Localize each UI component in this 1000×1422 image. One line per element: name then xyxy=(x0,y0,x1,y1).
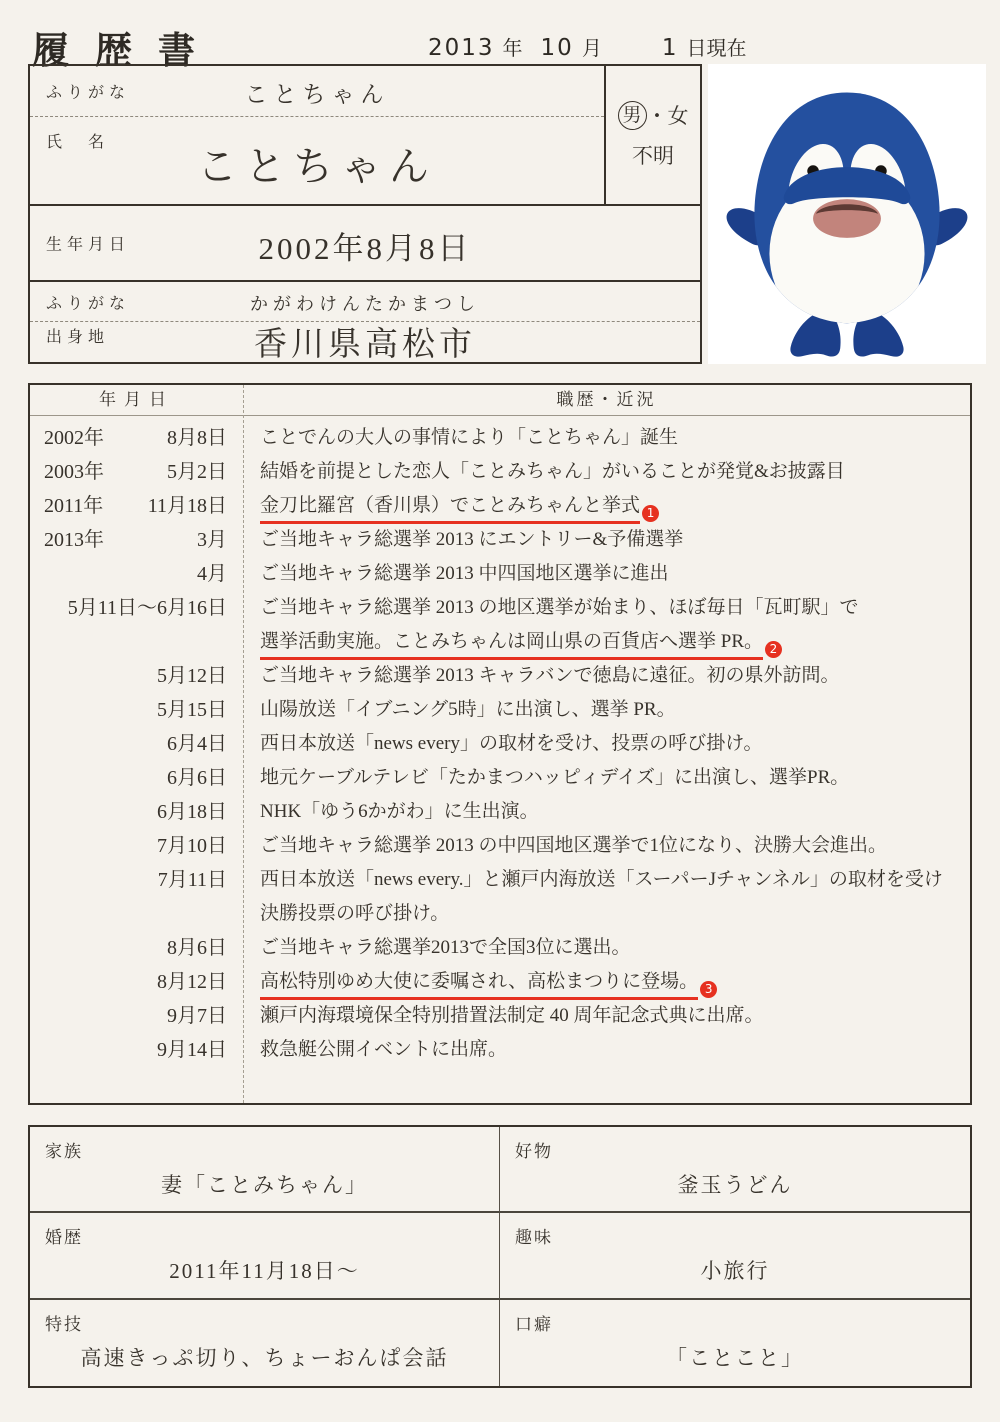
origin-furigana-value: かがわけんたかまつし xyxy=(250,294,480,314)
career-date-day: 8月8日 xyxy=(167,427,227,449)
gender-unknown: 不明 xyxy=(632,144,674,168)
career-header-desc: 職歴・近況 xyxy=(556,390,657,409)
family-cell-value: 釜玉うどん xyxy=(677,1173,793,1197)
career-row xyxy=(30,965,970,999)
career-rows xyxy=(30,416,970,1067)
annotation-badge: 2 xyxy=(765,641,782,658)
career-desc-cell xyxy=(243,591,970,659)
career-desc-cell xyxy=(243,727,970,761)
career-entry-text: ご当地キャラ総選挙2013で全国3位に選出。 xyxy=(260,937,631,958)
family-cell xyxy=(500,1213,970,1299)
career-entry-text: 西日本放送「news every」の取材を受け、投票の呼び掛け。 xyxy=(260,733,763,754)
career-desc-cell xyxy=(243,659,970,693)
career-row xyxy=(30,931,970,965)
career-desc-cell xyxy=(243,999,970,1033)
birth-row xyxy=(30,206,700,282)
career-desc-cell xyxy=(243,829,970,863)
career-entry-text: ご当地キャラ総選挙 2013 中四国地区選挙に進出 xyxy=(260,563,669,584)
career-row xyxy=(30,693,970,727)
career-header-row xyxy=(30,385,970,416)
career-date-day: 6月4日 xyxy=(167,733,227,755)
career-row xyxy=(30,1033,970,1067)
career-entry-line xyxy=(260,421,970,455)
career-entry-line xyxy=(260,625,970,659)
career-date-day: 7月11日 xyxy=(157,869,227,891)
career-entry-text: 結婚を前提とした恋人「ことみちゃん」がいることが発覚&お披露目 xyxy=(260,461,845,482)
name-value: ことちゃん xyxy=(197,144,437,189)
career-date-year: 2011年 xyxy=(44,495,104,517)
photo-box xyxy=(708,64,986,364)
career-date-cell xyxy=(30,931,243,965)
name-label: 氏 名 xyxy=(46,134,110,151)
career-desc-cell xyxy=(243,455,970,489)
career-date-cell xyxy=(30,557,243,591)
family-cell-value: 妻「ことみちゃん」 xyxy=(161,1173,368,1197)
career-entry-line xyxy=(260,727,970,761)
career-entry-text: 決勝投票の呼び掛け。 xyxy=(260,903,450,924)
career-entry-text: ご当地キャラ総選挙 2013 の地区選挙が始まり、ほぼ毎日「瓦町駅」で xyxy=(260,597,859,618)
career-desc-cell xyxy=(243,421,970,455)
career-entry-text: 選挙活動実施。ことみちゃんは岡山県の百貨店へ選挙 PR。 xyxy=(260,629,763,660)
career-column-divider xyxy=(243,385,244,1103)
career-entry-line xyxy=(260,659,970,693)
career-entry-line xyxy=(260,489,970,523)
career-date-year: 2002年 xyxy=(44,427,104,449)
career-entry-text: 山陽放送「イブニング5時」に出演し、選挙 PR。 xyxy=(260,699,676,720)
birth-label: 生年月日 xyxy=(46,236,131,254)
issue-date-day: 1 xyxy=(661,35,679,61)
career-date-day: 5月15日 xyxy=(157,699,227,721)
career-date-cell xyxy=(30,829,243,863)
family-cell-label: 家族 xyxy=(45,1142,83,1161)
issue-date-year: 2013 xyxy=(428,35,495,61)
origin-row xyxy=(30,322,700,362)
career-date-day: 5月11日～6月16日 xyxy=(67,597,227,619)
career-date-day: 11月18日 xyxy=(147,495,227,517)
career-desc-cell xyxy=(243,931,970,965)
career-date-day: 7月10日 xyxy=(157,835,227,857)
career-date-cell xyxy=(30,693,243,727)
furigana-row xyxy=(30,66,604,117)
career-desc-cell xyxy=(243,863,970,931)
career-date-day: 6月6日 xyxy=(167,767,227,789)
career-entry-text: 西日本放送「news every.」と瀬戸内海放送「スーパーJチャンネル」の取材を受け xyxy=(260,869,943,890)
career-row xyxy=(30,523,970,557)
career-entry-text: ご当地キャラ総選挙 2013 キャラバンで徳島に遠征。初の県外訪問。 xyxy=(260,665,840,686)
career-date-cell xyxy=(30,659,243,693)
career-row xyxy=(30,659,970,693)
career-desc-cell xyxy=(243,557,970,591)
issue-date-month: 10 xyxy=(540,35,574,61)
career-entry-line xyxy=(260,523,970,557)
page-title: 履歴書 xyxy=(32,31,221,72)
family-cell-label: 特技 xyxy=(45,1314,83,1334)
career-date-day: 9月7日 xyxy=(167,1005,227,1027)
career-entry-text: NHK「ゆう6かがわ」に生出演。 xyxy=(260,801,539,822)
issue-date-day-label: 日現在 xyxy=(686,38,747,60)
family-cell-value: 小旅行 xyxy=(700,1259,770,1284)
origin-label: 出身地 xyxy=(46,329,110,346)
career-date-day: 8月12日 xyxy=(157,971,227,993)
career-entry-text: 地元ケーブルテレビ「たかまつハッピィデイズ」に出演し、選挙PR。 xyxy=(260,767,850,788)
issue-date-year-label: 年 xyxy=(502,38,523,60)
career-entry-line xyxy=(260,761,970,795)
career-row xyxy=(30,863,970,931)
family-cell xyxy=(30,1127,500,1213)
career-date-cell xyxy=(30,523,243,557)
career-date-cell xyxy=(30,999,243,1033)
career-date-year: 2013年 xyxy=(44,529,104,551)
career-date-cell xyxy=(30,863,243,931)
career-date-day: 4月 xyxy=(197,563,227,585)
family-cell xyxy=(500,1300,970,1386)
career-desc-cell xyxy=(243,1033,970,1067)
family-cell-value: 「ことこと」 xyxy=(666,1345,804,1370)
career-date-day: 5月2日 xyxy=(167,461,227,483)
career-date-cell xyxy=(30,727,243,761)
career-entry-line xyxy=(260,455,970,489)
career-date-cell xyxy=(30,795,243,829)
career-row xyxy=(30,455,970,489)
career-date-year: 2003年 xyxy=(44,461,104,483)
mascot-illustration xyxy=(721,76,973,364)
career-row xyxy=(30,999,970,1033)
career-desc-cell xyxy=(243,523,970,557)
career-date-day: 3月 xyxy=(197,529,227,551)
career-entry-line xyxy=(260,693,970,727)
issue-date-month-label: 月 xyxy=(581,38,602,60)
career-date-cell xyxy=(30,965,243,999)
career-date-day: 8月6日 xyxy=(167,937,227,959)
career-desc-cell xyxy=(243,761,970,795)
career-date-day: 9月14日 xyxy=(157,1039,227,1061)
career-desc-cell xyxy=(243,965,970,999)
career-row xyxy=(30,591,970,659)
family-cell-label: 口癖 xyxy=(515,1314,553,1334)
career-entry-text: ご当地キャラ総選挙 2013 にエントリー&予備選挙 xyxy=(260,529,684,550)
furigana-value: ことちゃん xyxy=(244,82,390,107)
career-date-day: 5月12日 xyxy=(157,665,227,687)
career-date-cell xyxy=(30,1033,243,1067)
career-date-cell xyxy=(30,421,243,455)
career-entry-line xyxy=(260,795,970,829)
annotation-badge: 3 xyxy=(700,981,717,998)
career-entry-text: 金刀比羅宮（香川県）でことみちゃんと挙式 xyxy=(260,493,640,524)
career-entry-line xyxy=(260,999,970,1033)
career-row xyxy=(30,795,970,829)
career-entry-text: 高松特別ゆめ大使に委嘱され、高松まつりに登場。 xyxy=(260,969,698,1000)
family-cell-label: 好物 xyxy=(515,1142,553,1161)
career-entry-line xyxy=(260,591,970,625)
annotation-badge: 1 xyxy=(642,505,659,522)
birth-value: 2002年8月8日 xyxy=(258,231,472,266)
career-date-cell xyxy=(30,591,243,659)
career-date-day: 6月18日 xyxy=(157,801,227,823)
career-table xyxy=(28,383,972,1105)
career-entry-text: ご当地キャラ総選挙 2013 の中四国地区選挙で1位になり、決勝大会進出。 xyxy=(260,835,888,856)
origin-furigana-row xyxy=(30,282,700,322)
family-cell-label: 趣味 xyxy=(515,1228,553,1248)
career-entry-line xyxy=(260,829,970,863)
career-desc-cell xyxy=(243,489,970,523)
career-desc-cell xyxy=(243,693,970,727)
family-cell-label: 婚歴 xyxy=(45,1228,83,1248)
career-row xyxy=(30,761,970,795)
career-header-date: 年月日 xyxy=(99,390,174,409)
family-cell xyxy=(30,1300,500,1386)
career-entry-text: 救急艇公開イベントに出席。 xyxy=(260,1039,508,1060)
origin-furigana-label: ふりがな xyxy=(46,295,131,312)
career-entry-line xyxy=(260,863,970,897)
name-row xyxy=(30,117,604,204)
career-entry-text: ことでんの大人の事情により「ことちゃん」誕生 xyxy=(260,427,679,448)
career-date-cell xyxy=(30,761,243,795)
issue-date xyxy=(428,32,746,61)
family-table xyxy=(28,1125,972,1388)
career-row xyxy=(30,829,970,863)
career-entry-line xyxy=(260,557,970,591)
origin-value: 香川県高松市 xyxy=(254,327,476,363)
career-row xyxy=(30,421,970,455)
gender-female: 女 xyxy=(667,104,689,128)
career-entry-line xyxy=(260,931,970,965)
career-entry-line xyxy=(260,1033,970,1067)
family-cell-value: 2011年11月18日～ xyxy=(169,1259,360,1284)
career-entry-line xyxy=(260,897,970,931)
career-entry-text: 瀬戸内海環境保全特別措置法制定 40 周年記念式典に出席。 xyxy=(260,1005,764,1026)
career-date-cell xyxy=(30,455,243,489)
family-cell xyxy=(30,1213,500,1299)
career-row xyxy=(30,489,970,523)
career-row xyxy=(30,727,970,761)
gender-male-circled: 男 xyxy=(618,101,647,130)
career-entry-line xyxy=(260,965,970,999)
family-cell xyxy=(500,1127,970,1213)
career-date-cell xyxy=(30,489,243,523)
profile-table xyxy=(28,64,702,364)
furigana-label: ふりがな xyxy=(46,84,131,102)
gender-separator: ・ xyxy=(646,104,668,128)
career-row xyxy=(30,557,970,591)
career-desc-cell xyxy=(243,795,970,829)
gender-options xyxy=(618,100,689,130)
gender-field xyxy=(604,66,700,204)
family-cell-value: 高速きっぷ切り、ちょーおんぱ会話 xyxy=(80,1345,449,1370)
